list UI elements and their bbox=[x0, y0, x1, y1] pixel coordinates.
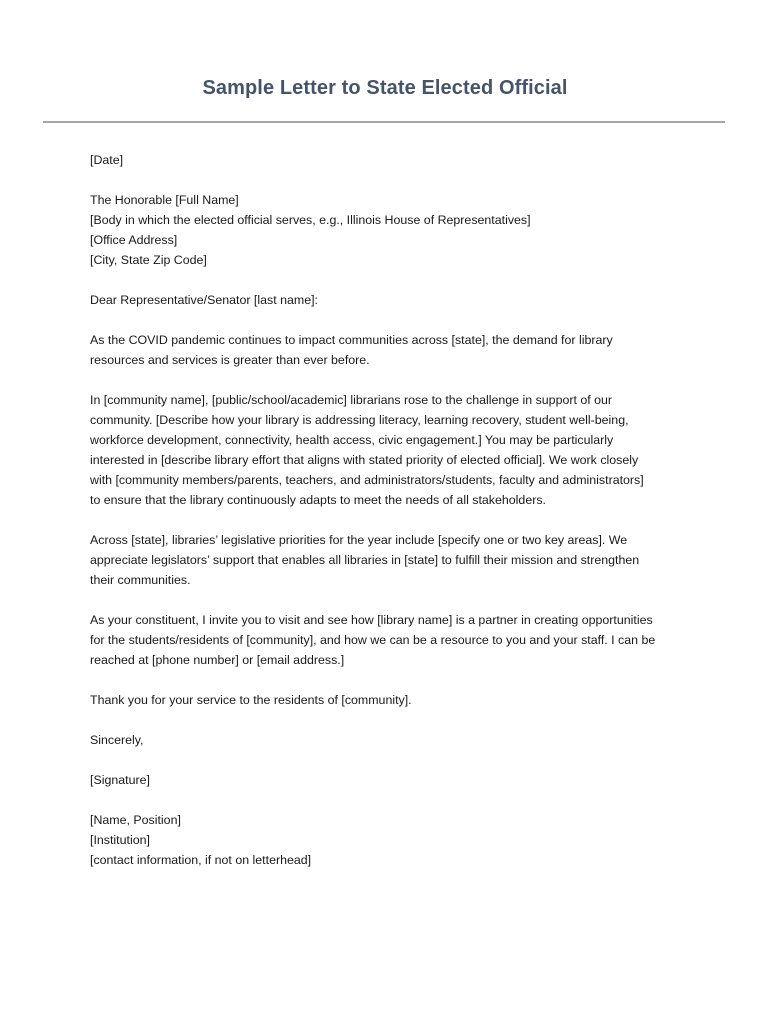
paragraph-line: workforce development, connectivity, health access, civic engagement.] You may be particularly bbox=[90, 433, 614, 447]
signature-block bbox=[90, 770, 690, 790]
paragraph-line: In [community name], [public/school/academic] librarians rose to the challenge in support of our bbox=[90, 393, 613, 407]
paragraph-line: reached at [phone number] or [email address.] bbox=[90, 653, 345, 667]
paragraph-line: community. [Describe how your library is addressing literacy, learning recovery, student well-being, bbox=[90, 413, 629, 427]
letter-body bbox=[90, 150, 690, 890]
closing bbox=[90, 730, 690, 750]
paragraph-2 bbox=[90, 390, 690, 510]
address-line: [Body in which the elected official serves, e.g., Illinois House of Representatives] bbox=[90, 213, 531, 227]
paragraph-line: Across [state], libraries’ legislative priorities for the year include [specify one or two key areas]. We bbox=[90, 533, 628, 547]
recipient-address bbox=[90, 190, 690, 270]
address-line: [City, State Zip Code] bbox=[90, 253, 207, 267]
paragraph-4 bbox=[90, 610, 690, 670]
paragraph-line: with [community members/parents, teachers, and administrators/students, faculty and administrators] bbox=[90, 473, 644, 487]
signoff-block bbox=[90, 810, 690, 870]
address-line: [Office Address] bbox=[90, 233, 178, 247]
paragraph-line: interested in [describe library effort that aligns with stated priority of elected official]. We work closely bbox=[90, 453, 639, 467]
paragraph-line: for the students/residents of [community], and how we can be a resource to you and your staff. I can be bbox=[90, 633, 656, 647]
salutation bbox=[90, 290, 690, 310]
paragraph-line: As your constituent, I invite you to visit and see how [library name] is a partner in creating opportunities bbox=[90, 613, 653, 627]
signoff-line: [Name, Position] bbox=[90, 813, 181, 827]
signoff-line: [Institution] bbox=[90, 833, 150, 847]
address-line: The Honorable [Full Name] bbox=[90, 193, 239, 207]
thanks-paragraph bbox=[90, 690, 690, 710]
date-block bbox=[90, 150, 690, 170]
signature-line: [Signature] bbox=[90, 773, 150, 787]
paragraph-line: resources and services is greater than ever before. bbox=[90, 353, 370, 367]
document-title: Sample Letter to State Elected Official bbox=[202, 77, 568, 99]
salutation-line: Dear Representative/Senator [last name]: bbox=[90, 293, 318, 307]
paragraph-line: appreciate legislators’ support that enables all libraries in [state] to fulfill their mission and strengthen bbox=[90, 553, 640, 567]
paragraph-line: their communities. bbox=[90, 573, 191, 587]
signoff-line: [contact information, if not on letterhead] bbox=[90, 853, 312, 867]
thanks-line: Thank you for your service to the residents of [community]. bbox=[90, 693, 412, 707]
paragraph-line: to ensure that the library continuously adapts to meet the needs of all stakeholders. bbox=[90, 493, 546, 507]
paragraph-1 bbox=[90, 330, 690, 370]
paragraph-line: As the COVID pandemic continues to impact communities across [state], the demand for library bbox=[90, 333, 613, 347]
closing-line: Sincerely, bbox=[90, 733, 144, 747]
title-divider bbox=[43, 121, 725, 123]
paragraph-3 bbox=[90, 530, 690, 590]
date-line: [Date] bbox=[90, 153, 124, 167]
